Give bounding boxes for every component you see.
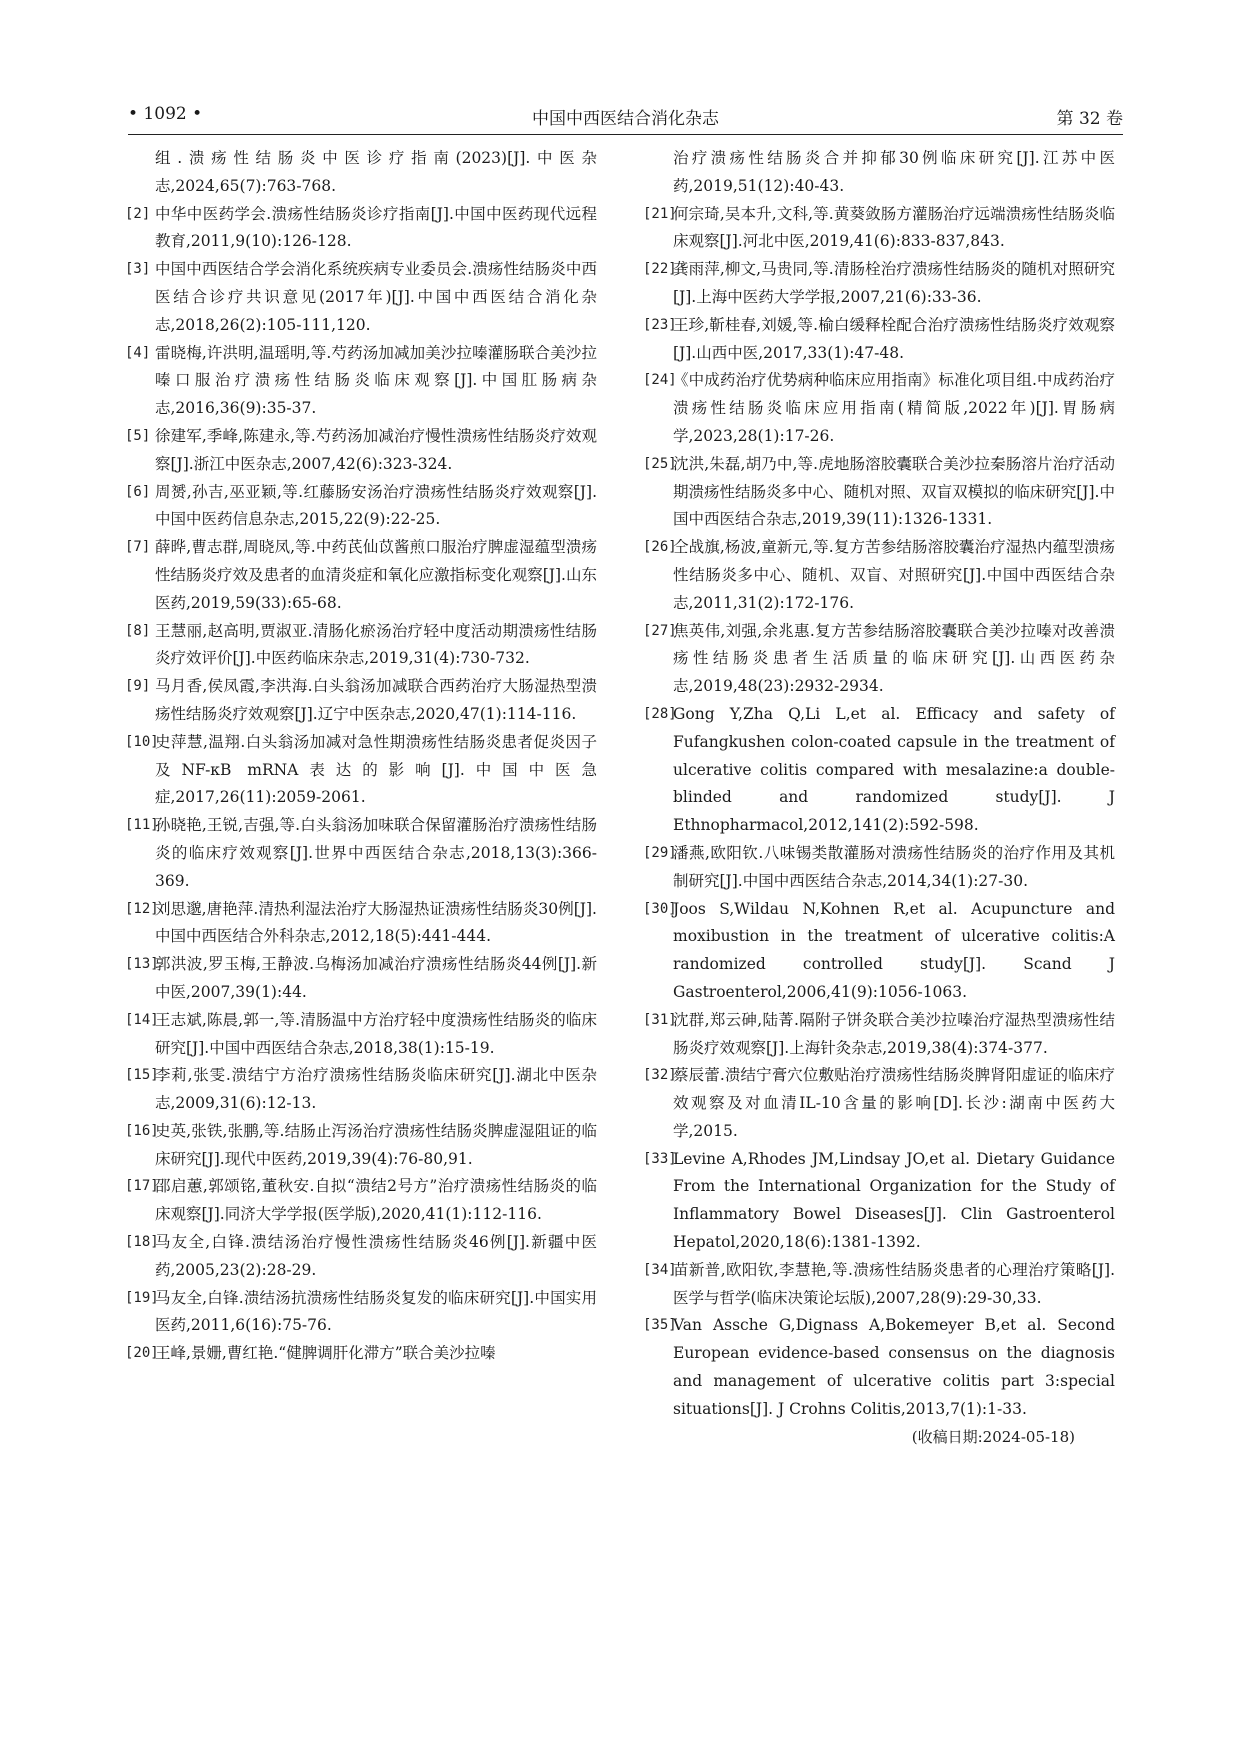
reference-item (125, 896, 597, 952)
reference-text: Gong Y,Zha Q,Li L,et al. Efficacy and safety of Fufangkushen colon-coated capsule in the treatment of ulcerative colitis compared with mesalazine:a double-blinded and randomized study[J]. J Ethnopharmacol,2012,141(2):592-598. (673, 704, 1115, 835)
reference-number: [24] (643, 372, 677, 389)
reference-item (125, 256, 597, 339)
reference-text: 王峰,景姗,曹红艳.“健脾调肝化滞方”联合美沙拉嗪 (155, 1344, 496, 1363)
reference-number: [26] (643, 539, 677, 556)
reference-number: [6] (125, 483, 151, 500)
reference-text: 沈群,郑云砷,陆菁.隔附子饼灸联合美沙拉嗪治疗湿热型溃疡性结肠炎疗效观察[J].上海针灸杂志,2019,38(4):374-377. (673, 1010, 1115, 1057)
reference-item (125, 1340, 597, 1368)
reference-number: [28] (643, 705, 677, 722)
reference-item (643, 701, 1115, 840)
reference-number: [17] (125, 1178, 159, 1195)
reference-number: [27] (643, 622, 677, 639)
reference-number: [35] (643, 1317, 677, 1334)
reference-number: [34] (643, 1261, 677, 1278)
journal-title: 中国中西医结合消化杂志 (532, 109, 719, 129)
reference-text: 蔡辰蕾.溃结宁膏穴位敷贴治疗溃疡性结肠炎脾肾阳虚证的临床疗效观察及对血清IL-10含量的影响[D].长沙:湖南中医药大学,2015. (673, 1066, 1115, 1140)
reference-item (643, 312, 1115, 368)
reference-item (643, 256, 1115, 312)
reference-item (125, 812, 597, 895)
reference-item (125, 1285, 597, 1341)
reference-number: [7] (125, 539, 151, 556)
reference-number: [22] (643, 261, 677, 278)
reference-number: [3] (125, 261, 151, 278)
reference-number: [5] (125, 427, 151, 444)
reference-item (643, 1312, 1115, 1423)
reference-item (125, 479, 597, 535)
page-header (128, 100, 1123, 135)
reference-number: [13] (125, 956, 159, 973)
reference-text: 史萍慧,温翔.白头翁汤加减对急性期溃疡性结肠炎患者促炎因子及NF-κB mRNA表达的影响[J].中国中医急症,2017,26(11):2059-2061. (155, 732, 597, 807)
reference-item (125, 201, 597, 257)
reference-number: [25] (643, 455, 677, 472)
reference-number: [30] (643, 900, 677, 917)
reference-item (643, 1007, 1115, 1063)
reference-item (643, 840, 1115, 896)
reference-number: [16] (125, 1122, 159, 1139)
reference-text: 苗新普,欧阳钦,李慧艳,等.溃疡性结肠炎患者的心理治疗策略[J].医学与哲学(临床决策论坛版),2007,28(9):29-30,33. (673, 1260, 1115, 1307)
reference-text: 王珍,靳桂春,刘媛,等.榆白缓释栓配合治疗溃疡性结肠炎疗效观察[J].山西中医,2017,33(1):47-48. (673, 315, 1115, 362)
reference-text: 龚雨萍,柳文,马贵同,等.清肠栓治疗溃疡性结肠炎的随机对照研究[J].上海中医药大学学报,2007,21(6):33-36. (673, 260, 1115, 306)
reference-number: [31] (643, 1011, 677, 1028)
page-number: • 1092 • (128, 104, 203, 124)
reference-number: [21] (643, 205, 677, 222)
reference-number: [29] (643, 844, 677, 861)
reference-item (125, 1173, 597, 1229)
reference-item (643, 618, 1115, 701)
reference-item (643, 1062, 1115, 1145)
reference-column-right (643, 145, 1115, 1447)
reference-number: [33] (643, 1150, 677, 1167)
reference-text: 刘思邈,唐艳萍.清热利湿法治疗大肠湿热证溃疡性结肠炎30例[J].中国中西医结合外科杂志,2012,18(5):441-444. (155, 899, 597, 946)
reference-text: 马友全,白锋.溃结汤治疗慢性溃疡性结肠炎46例[J].新疆中医药,2005,23(2):28-29. (155, 1233, 597, 1279)
reference-item (643, 1146, 1115, 1257)
volume-label: 第 32 卷 (1056, 109, 1123, 129)
reference-text: 史英,张铁,张鹏,等.结肠止泻汤治疗溃疡性结肠炎脾虚湿阻证的临床研究[J].现代中医药,2019,39(4):76-80,91. (155, 1121, 597, 1168)
reference-number: [32] (643, 1067, 677, 1084)
reference-text: 王志斌,陈晨,郭一,等.清肠温中方治疗轻中度溃疡性结肠炎的临床研究[J].中国中西医结合杂志,2018,38(1):15-19. (155, 1010, 597, 1057)
reference-item (125, 1062, 597, 1118)
reference-number: [8] (125, 622, 151, 639)
reference-item (643, 145, 1115, 201)
reference-item (125, 1118, 597, 1174)
reference-number: [14] (125, 1011, 159, 1028)
reference-text: 治疗溃疡性结肠炎合并抑郁30例临床研究[J].江苏中医药,2019,51(12):40-43. (673, 149, 1115, 195)
reference-text: 雷晓梅,许洪明,温瑶明,等.芍药汤加减加美沙拉嗪灌肠联合美沙拉嗪口服治疗溃疡性结肠炎临床观察[J].中国肛肠病杂志,2016,36(9):35-37. (155, 343, 597, 418)
reference-item (643, 201, 1115, 257)
reference-item (125, 1007, 597, 1063)
reference-text: 潘燕,欧阳钦.八味锡类散灌肠对溃疡性结肠炎的治疗作用及其机制研究[J].中国中西医结合杂志,2014,34(1):27-30. (673, 843, 1115, 890)
reference-text: 孙晓艳,王锐,吉强,等.白头翁汤加味联合保留灌肠治疗溃疡性结肠炎的临床疗效观察[J].世界中西医结合杂志,2018,13(3):366-369. (155, 816, 597, 890)
reference-text: 周赟,孙吉,巫亚颖,等.红藤肠安汤治疗溃疡性结肠炎疗效观察[J].中国中医药信息杂志,2015,22(9):22-25. (155, 482, 597, 529)
reference-text: 中国中西医结合学会消化系统疾病专业委员会.溃疡性结肠炎中西医结合诊疗共识意见(2017年)[J].中国中西医结合消化杂志,2018,26(2):105-111,120. (155, 260, 597, 334)
reference-item (125, 618, 597, 674)
reference-item (125, 729, 597, 812)
reference-item (125, 145, 597, 201)
reference-text: 马友全,白锋.溃结汤抗溃疡性结肠炎复发的临床研究[J].中国实用医药,2011,6(16):75-76. (155, 1288, 597, 1335)
reference-item (643, 1257, 1115, 1313)
reference-item (125, 951, 597, 1007)
reference-number: [9] (125, 678, 151, 695)
reference-text: 邵启蕙,郭颂铭,董秋安.自拟“溃结2号方”治疗溃疡性结肠炎的临床观察[J].同济大学学报(医学版),2020,41(1):112-116. (155, 1177, 597, 1224)
reference-number: [20] (125, 1345, 159, 1362)
reference-text: 郭洪波,罗玉梅,王静波.乌梅汤加减治疗溃疡性结肠炎44例[J].新中医,2007,39(1):44. (155, 955, 597, 1001)
reference-number: [12] (125, 900, 159, 917)
reference-item (125, 673, 597, 729)
received-date: (收稿日期:2024-05-18) (911, 1427, 1075, 1446)
reference-text: 组.溃疡性结肠炎中医诊疗指南(2023)[J].中医杂志,2024,65(7):763-768. (155, 149, 597, 195)
reference-text: 何宗琦,吴本升,文科,等.黄葵敛肠方灌肠治疗远端溃疡性结肠炎临床观察[J].河北中医,2019,41(6):833-837,843. (673, 204, 1115, 251)
reference-number: [23] (643, 316, 677, 333)
reference-number: [18] (125, 1234, 159, 1251)
reference-text: 徐建军,季峰,陈建永,等.芍药汤加减治疗慢性溃疡性结肠炎疗效观察[J].浙江中医杂志,2007,42(6):323-324. (155, 426, 597, 473)
reference-number: [2] (125, 205, 151, 222)
reference-number: [19] (125, 1289, 159, 1306)
reference-text: Levine A,Rhodes JM,Lindsay JO,et al. Dietary Guidance From the International Organization for the Study of Inflammatory Bowel Diseases[J]. Clin Gastroenterol Hepatol,2020,18(6):1381-1392. (673, 1149, 1115, 1252)
reference-text: 薛晔,曹志群,周晓凤,等.中药芪仙苡酱煎口服治疗脾虚湿蕴型溃疡性结肠炎疗效及患者的血清炎症和氧化应激指标变化观察[J].山东医药,2019,59(33):65-68. (155, 538, 597, 612)
reference-column-left (125, 145, 597, 1368)
reference-item (643, 534, 1115, 617)
reference-item (125, 423, 597, 479)
reference-text: 《中成药治疗优势病种临床应用指南》标准化项目组.中成药治疗溃疡性结肠炎临床应用指南(精简版,2022年)[J].胃肠病学,2023,28(1):17-26. (673, 371, 1115, 445)
reference-text: 李莉,张雯.溃结宁方治疗溃疡性结肠炎临床研究[J].湖北中医杂志,2009,31(6):12-13. (155, 1066, 597, 1113)
reference-number: [11] (125, 817, 159, 834)
reference-text: 焦英伟,刘强,余兆惠.复方苦参结肠溶胶囊联合美沙拉嗪对改善溃疡性结肠炎患者生活质量的临床研究[J].山西医药杂志,2019,48(23):2932-2934. (673, 621, 1115, 696)
reference-text: 中华中医药学会.溃疡性结肠炎诊疗指南[J].中国中医药现代远程教育,2011,9(10):126-128. (155, 204, 597, 251)
reference-number: [4] (125, 344, 151, 361)
reference-item (643, 896, 1115, 1007)
reference-number: [10] (125, 733, 159, 750)
reference-item (125, 534, 597, 617)
reference-text: 王慧丽,赵高明,贾淑亚.清肠化瘀汤治疗轻中度活动期溃疡性结肠炎疗效评价[J].中医药临床杂志,2019,31(4):730-732. (155, 621, 597, 668)
reference-item (643, 451, 1115, 534)
reference-text: 马月香,侯凤霞,李洪海.白头翁汤加减联合西药治疗大肠湿热型溃疡性结肠炎疗效观察[J].辽宁中医杂志,2020,47(1):114-116. (155, 677, 597, 723)
reference-number: [15] (125, 1067, 159, 1084)
reference-text: Van Assche G,Dignass A,Bokemeyer B,et al. Second European evidence-based consensus on the diagnosis and management of ulcerative colitis part 3:special situations[J]. J Crohns Colitis,2013,7(1):1-33. (673, 1316, 1115, 1418)
reference-text: 仝战旗,杨波,童新元,等.复方苦参结肠溶胶囊治疗湿热内蕴型溃疡性结肠炎多中心、随机、双盲、对照研究[J].中国中西医结合杂志,2011,31(2):172-176. (673, 538, 1115, 612)
reference-item (125, 1229, 597, 1285)
reference-text: 沈洪,朱磊,胡乃中,等.虎地肠溶胶囊联合美沙拉秦肠溶片治疗活动期溃疡性结肠炎多中心、随机对照、双盲双模拟的临床研究[J].中国中西医结合杂志,2019,39(11):1326-1331. (673, 454, 1115, 529)
reference-item (643, 367, 1115, 450)
reference-item (125, 340, 597, 423)
reference-text: Joos S,Wildau N,Kohnen R,et al. Acupuncture and moxibustion in the treatment of ulcerative colitis:A randomized controlled study[J]. Scand J Gastroenterol,2006,41(9):1056-1063. (673, 899, 1115, 1001)
